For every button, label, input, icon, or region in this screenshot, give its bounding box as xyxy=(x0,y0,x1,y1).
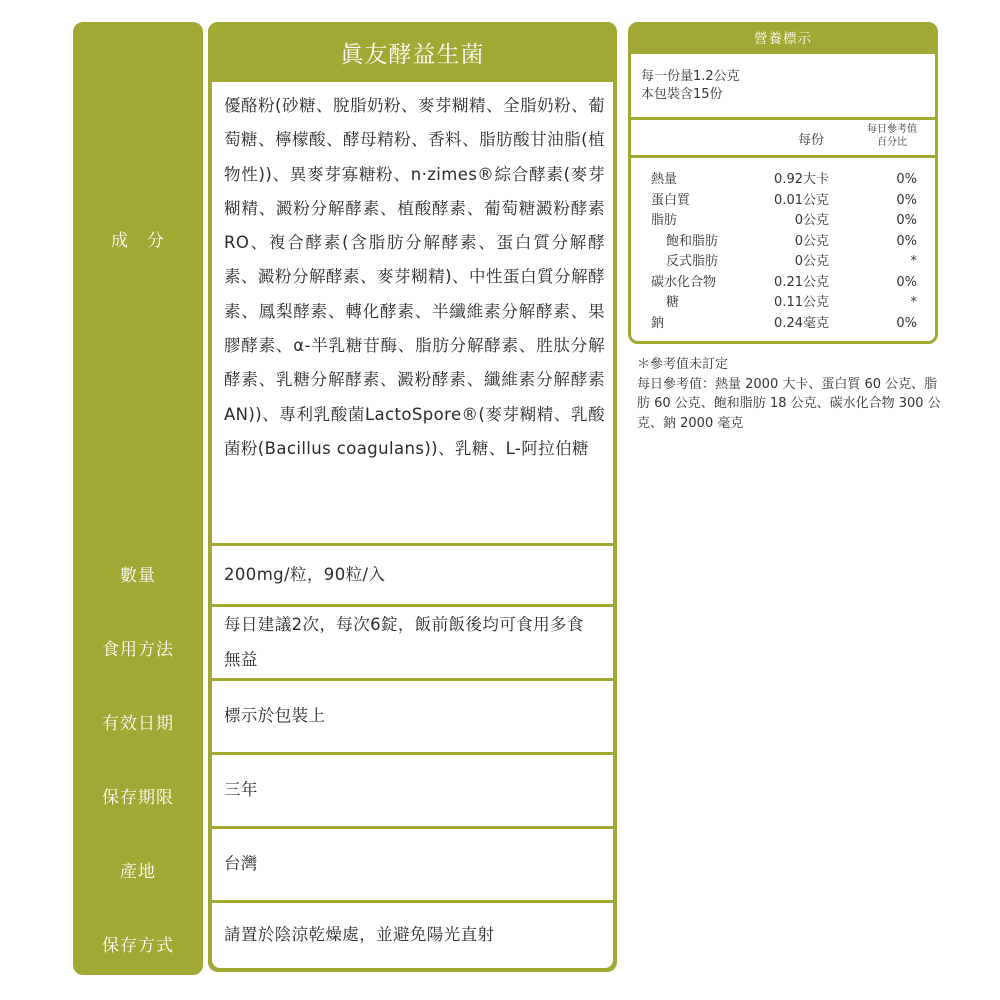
origin-text: 台灣 xyxy=(224,854,258,874)
nutrient-row xyxy=(631,293,935,314)
quantity-cell xyxy=(212,546,613,604)
expiry-cell xyxy=(212,681,613,752)
nutrient-row xyxy=(631,252,935,273)
nutrient-pct: 0% xyxy=(896,233,917,249)
footnote-undefined: ＊參考值未訂定 xyxy=(637,357,729,372)
nutrition-rows xyxy=(631,158,935,334)
nutrient-value: 0公克 xyxy=(794,233,829,249)
nutrition-header: 營養標示 xyxy=(631,25,935,54)
nutrient-pct: * xyxy=(910,254,917,269)
usage-cell xyxy=(212,607,613,678)
label-column xyxy=(73,22,203,975)
nutrient-value: 0公克 xyxy=(794,213,829,228)
nutrient-pct: * xyxy=(910,295,917,310)
nutrient-row xyxy=(631,273,935,294)
product-info-table xyxy=(208,22,617,972)
column-per-serving: 每份 xyxy=(797,133,824,148)
label-storage: 保存方式 xyxy=(102,936,174,956)
nutrient-row xyxy=(631,211,935,232)
nutrient-value: 0.24毫克 xyxy=(774,315,829,331)
nutrient-value: 0.11公克 xyxy=(774,295,829,310)
nutrient-name: 碳水化合物 xyxy=(651,274,717,290)
ingredients-text: 優酪粉(砂糖、脫脂奶粉、麥芽糊精、全脂奶粉、葡萄糖、檸檬酸、酵母精粉、香料、脂肪酸甘油脂(植物性))、異麥芽寡糖粉、n·zimes®綜合酵素(麥芽糊精、澱粉分解酵素、植酸酵素、葡萄糖澱粉酵素RO、複合酵素(含脂肪分解酵素、蛋白質分解酵素、澱粉分解酵素、麥芽糊精)、中性蛋白質分解酵素、鳳梨酵素、轉化酵素、半纖維素分解酵素、果膠酵素、α-半乳糖苷酶、脂肪分解酵素、胜肽分解酵素、乳糖分解酵素、澱粉酵素、纖維素分解酵素AN))、專利乳酸菌LactoSpore®(麥芽糊精、乳酸菌粉(Bacillus coagulans))、乳糖、L-阿拉伯糖 xyxy=(224,96,605,458)
nutrient-value: 0.01公克 xyxy=(774,192,829,208)
nutrition-facts-panel xyxy=(628,22,938,344)
column-daily-value-line1: 每日參考值 xyxy=(867,124,917,135)
nutrient-row xyxy=(631,232,935,253)
usage-text: 每日建議2次，每次6錠，飯前飯後均可食用多食無益 xyxy=(224,615,584,669)
nutrient-row xyxy=(631,170,935,191)
expiry-text: 標示於包裝上 xyxy=(224,706,326,726)
label-usage: 食用方法 xyxy=(102,640,174,660)
nutrient-pct: 0% xyxy=(896,192,917,208)
nutrient-value: 0公克 xyxy=(794,254,829,269)
footnote-daily-reference: 每日參考值：熱量 2000 大卡、蛋白質 60 公克、脂肪 60 公克、飽和脂肪 18 公克、碳水化合物 300 公克、鈉 2000 毫克 xyxy=(637,376,941,431)
shelf-life-cell xyxy=(212,755,613,826)
storage-cell xyxy=(212,903,613,968)
nutrient-name: 蛋白質 xyxy=(651,192,691,208)
label-origin: 產地 xyxy=(120,862,156,882)
nutrient-row xyxy=(631,191,935,212)
nutrient-name: 反式脂肪 xyxy=(666,254,719,269)
servings-per-package: 本包裝含15份 xyxy=(641,87,723,102)
origin-cell xyxy=(212,829,613,900)
nutrient-name: 脂肪 xyxy=(651,213,678,228)
product-title: 眞友酵益生菌 xyxy=(340,42,485,68)
storage-text: 請置於陰涼乾燥處，並避免陽光直射 xyxy=(224,925,495,945)
nutrient-row xyxy=(631,314,935,335)
label-quantity: 數量 xyxy=(120,566,156,586)
nutrient-pct: 0% xyxy=(896,172,917,187)
product-title-bar xyxy=(208,22,617,82)
column-daily-value xyxy=(857,123,927,149)
column-daily-value-line2: 百分比 xyxy=(877,137,907,148)
serving-info xyxy=(631,54,935,120)
label-ingredients: 成 分 xyxy=(111,231,165,251)
nutrient-value: 0.21公克 xyxy=(774,274,829,290)
quantity-text: 200mg/粒，90粒/入 xyxy=(224,564,386,584)
nutrient-value: 0.92大卡 xyxy=(774,172,829,187)
nutrition-column-header xyxy=(631,120,935,158)
nutrient-pct: 0% xyxy=(896,274,917,290)
serving-size: 每一份量1.2公克 xyxy=(641,69,740,84)
label-shelf-life: 保存期限 xyxy=(102,788,174,808)
label-expiry: 有效日期 xyxy=(102,714,174,734)
nutrient-name: 糖 xyxy=(666,295,680,310)
nutrient-name: 鈉 xyxy=(651,315,665,331)
nutrition-footnote xyxy=(637,355,947,433)
nutrient-pct: 0% xyxy=(896,213,917,228)
nutrient-name: 飽和脂肪 xyxy=(666,233,719,249)
ingredients-cell xyxy=(212,82,613,543)
nutrient-name: 熱量 xyxy=(651,172,678,187)
nutrient-pct: 0% xyxy=(896,315,917,331)
shelf-life-text: 三年 xyxy=(224,780,258,800)
